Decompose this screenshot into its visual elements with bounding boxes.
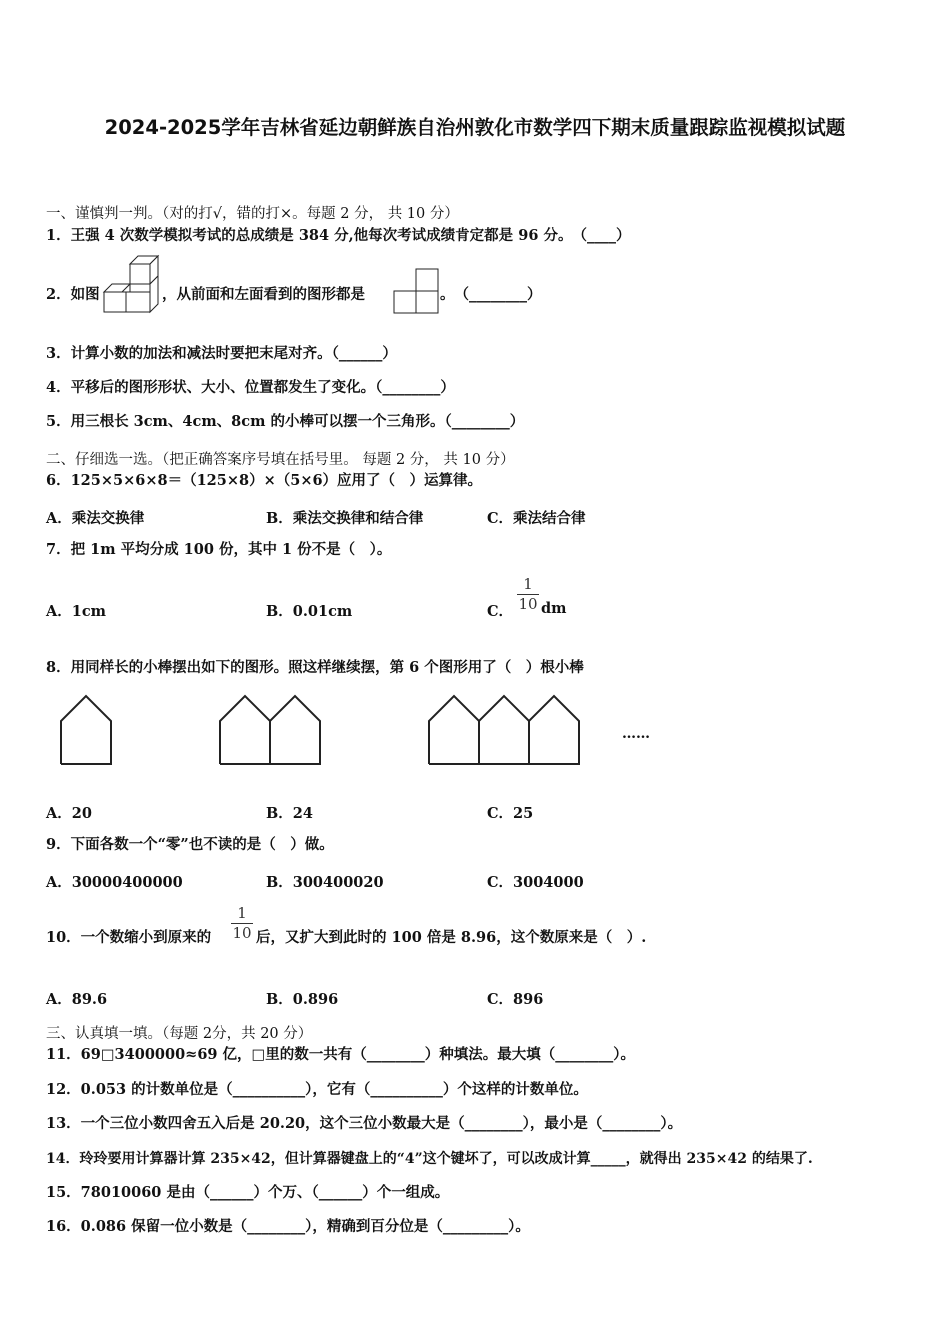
- question-9-option-c: C．3004000: [487, 874, 584, 891]
- question-1: 1．王强 4 次数学模拟考试的总成绩是 384 分,他每次考试成绩肯定都是 96 分。 （____）: [46, 227, 631, 244]
- question-6-option-b: B．乘法交换律和结合律: [266, 510, 424, 527]
- question-10-fraction: [231, 905, 253, 941]
- question-9-option-b: B．300400020: [266, 874, 384, 891]
- question-2-part-c: 。 （________）: [440, 286, 542, 303]
- question-5: 5．用三根长 3cm、4cm、8cm 的小棒可以摆一个三角形。（________）: [46, 413, 525, 430]
- question-6-option-a: A．乘法交换律: [46, 510, 145, 527]
- fraction-numerator: 1: [523, 575, 533, 593]
- section-2-heading: 二、仔细选一选。（把正确答案序号填在括号里。 每题 2 分， 共 10 分）: [46, 452, 515, 468]
- question-13: 13．一个三位小数四舍五入后是 20.20，这个三位小数最大是（________），最小是（________）。: [46, 1115, 683, 1132]
- question-10-part-b: 后，又扩大到此时的 100 倍是 8.96，这个数原来是（ ）.: [256, 929, 647, 946]
- question-8-ellipsis: ……: [622, 726, 650, 742]
- cube-stack-figure: [104, 256, 160, 314]
- question-11: 11．69□3400000≈69 亿，□里的数一共有（________）种填法。最大填（________）。: [46, 1046, 636, 1063]
- question-7-option-b: B．0.01cm: [266, 603, 353, 620]
- question-8-option-a: A．20: [46, 805, 92, 822]
- question-7-option-c: C．: [487, 603, 514, 620]
- question-10-option-a: A．89.6: [46, 991, 108, 1008]
- question-9-option-a: A．30000400000: [46, 874, 183, 891]
- question-10-part-a: 10．一个数缩小到原来的: [46, 929, 212, 946]
- section-1-heading: 一、谨慎判一判。（对的打√，错的打×。每题 2 分， 共 10 分）: [46, 206, 459, 222]
- question-12: 12．0.053 的计数单位是（__________），它有（__________）个这样的计数单位。: [46, 1081, 588, 1098]
- question-7-option-a: A．1cm: [46, 603, 107, 620]
- question-2-part-a: 2．如图: [46, 286, 100, 303]
- question-14: 14．玲玲要用计算器计算 235×42，但计算器键盘上的“4”这个键坏了，可以改成计算_____，就得出 235×42 的结果了.: [46, 1151, 813, 1167]
- question-6: 6．125×5×6×8＝（125×8）×（5×6）应用了（ ）运算律。: [46, 472, 483, 489]
- fraction-denominator: 10: [232, 924, 252, 942]
- question-16: 16．0.086 保留一位小数是（________），精确到百分位是（_________）。: [46, 1218, 530, 1235]
- question-7-fraction: [517, 576, 539, 612]
- fraction-numerator: 1: [237, 904, 247, 922]
- view-shape-figure: [393, 268, 439, 314]
- question-6-option-c: C．乘法结合律: [487, 510, 586, 527]
- page-title: 2024-2025学年吉林省延边朝鲜族自治州敦化市数学四下期末质量跟踪监视模拟试题: [104, 116, 846, 139]
- question-15: 15．78010060 是由（______）个万、（______）个一组成。: [46, 1184, 450, 1201]
- question-10-option-b: B．0.896: [266, 991, 339, 1008]
- question-8-option-c: C．25: [487, 805, 534, 822]
- section-3-heading: 三、认真填一填。（每题 2分，共 20 分）: [46, 1026, 313, 1042]
- question-8: 8．用同样长的小棒摆出如下的图形。照这样继续摆，第 6 个图形用了（ ）根小棒: [46, 659, 584, 676]
- question-7: 7．把 1m 平均分成 100 份，其中 1 份不是（ ）。: [46, 541, 392, 558]
- house-pattern-figure: [0, 690, 700, 770]
- question-2-part-b: ，从前面和左面看到的图形都是: [162, 286, 365, 303]
- question-4: 4．平移后的图形形状、大小、位置都发生了变化。（________）: [46, 379, 455, 396]
- question-8-option-b: B．24: [266, 805, 313, 822]
- question-7-unit: dm: [541, 600, 567, 617]
- fraction-denominator: 10: [518, 595, 538, 613]
- question-9: 9．下面各数一个“零”也不读的是（ ）做。: [46, 836, 334, 853]
- question-10-option-c: C．896: [487, 991, 544, 1008]
- question-3: 3．计算小数的加法和减法时要把末尾对齐。（______）: [46, 345, 397, 362]
